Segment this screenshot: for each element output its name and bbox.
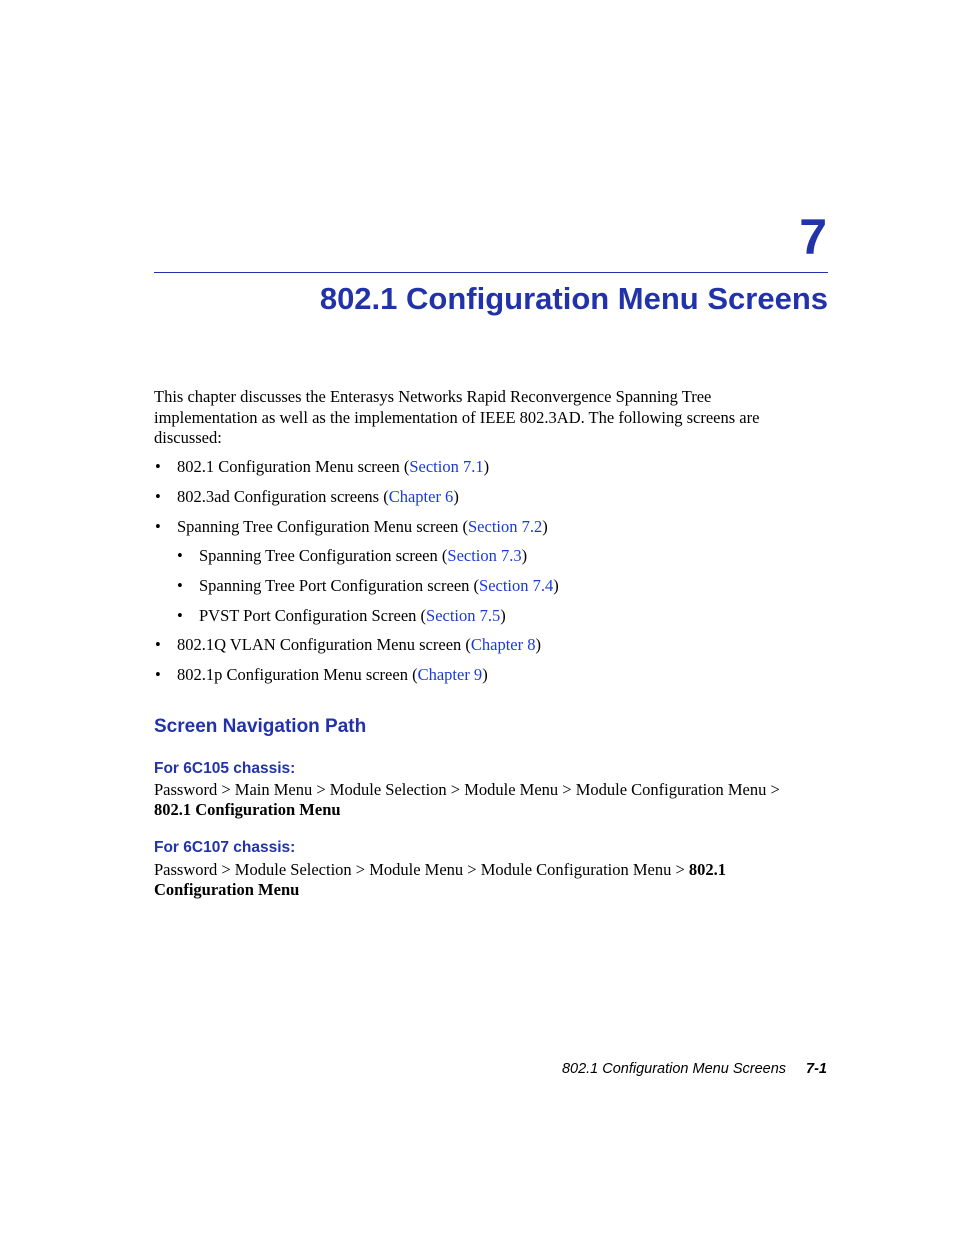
path-target: 802.1 Configuration Menu: [154, 800, 341, 819]
chapter-title: 802.1 Configuration Menu Screens: [319, 281, 828, 316]
chassis-6c107-heading: For 6C107 chassis:: [154, 839, 296, 856]
chapter-link[interactable]: Chapter 6: [388, 487, 454, 506]
bullet-icon: •: [155, 665, 161, 684]
chassis-6c107-path: Password > Module Selection > Module Menu > Module Configuration Menu > 802.1 Configuration Menu: [154, 860, 727, 899]
list-item: • 802.1Q VLAN Configuration Menu screen (Chapter 8): [155, 635, 541, 654]
section-link[interactable]: Section 7.2: [468, 517, 543, 536]
page-number: 7-1: [806, 1061, 827, 1077]
intro-paragraph: This chapter discusses the Enterasys Networks Rapid Reconvergence Spanning Tree implementation as well as the implementation of IEEE 802.3AD. The following screens are discussed:: [154, 387, 760, 447]
bullet-icon: •: [155, 635, 161, 654]
bullet-icon: •: [155, 487, 161, 506]
list-item: • PVST Port Configuration Screen (Section 7.5): [177, 606, 506, 625]
list-item: • Spanning Tree Port Configuration screen (Section 7.4): [177, 576, 559, 595]
page-footer: [562, 1061, 827, 1077]
bullet-icon: •: [155, 517, 161, 536]
section-link[interactable]: Section 7.3: [447, 546, 522, 565]
list-item: • 802.1p Configuration Menu screen (Chapter 9): [155, 665, 488, 684]
chassis-6c105-path: Password > Main Menu > Module Selection > Module Menu > Module Configuration Menu > 802.1 Configuration Menu: [154, 780, 780, 819]
section-link[interactable]: Section 7.1: [409, 457, 484, 476]
chassis-6c105-heading: For 6C105 chassis:: [154, 760, 296, 777]
section-link[interactable]: Section 7.5: [426, 606, 501, 625]
list-item: • Spanning Tree Configuration screen (Section 7.3): [177, 546, 528, 565]
section-link[interactable]: Section 7.4: [479, 576, 554, 595]
footer-title: 802.1 Configuration Menu Screens: [561, 1061, 787, 1077]
bullet-icon: •: [177, 576, 183, 595]
bullet-icon: •: [177, 546, 183, 565]
path-target: 802.1 Configuration Menu: [154, 860, 727, 899]
bullet-icon: •: [177, 606, 183, 625]
chapter-link[interactable]: Chapter 9: [417, 665, 483, 684]
list-item: • 802.3ad Configuration screens (Chapter 6): [155, 487, 459, 506]
list-item: • Spanning Tree Configuration Menu screen (Section 7.2): [155, 517, 548, 536]
bullet-icon: •: [155, 457, 161, 476]
list-item: • 802.1 Configuration Menu screen (Section 7.1): [155, 457, 490, 476]
section-heading: Screen Navigation Path: [154, 716, 367, 737]
chapter-link[interactable]: Chapter 8: [470, 635, 536, 654]
chapter-rule: [154, 272, 828, 273]
chapter-number: 7: [799, 209, 827, 265]
